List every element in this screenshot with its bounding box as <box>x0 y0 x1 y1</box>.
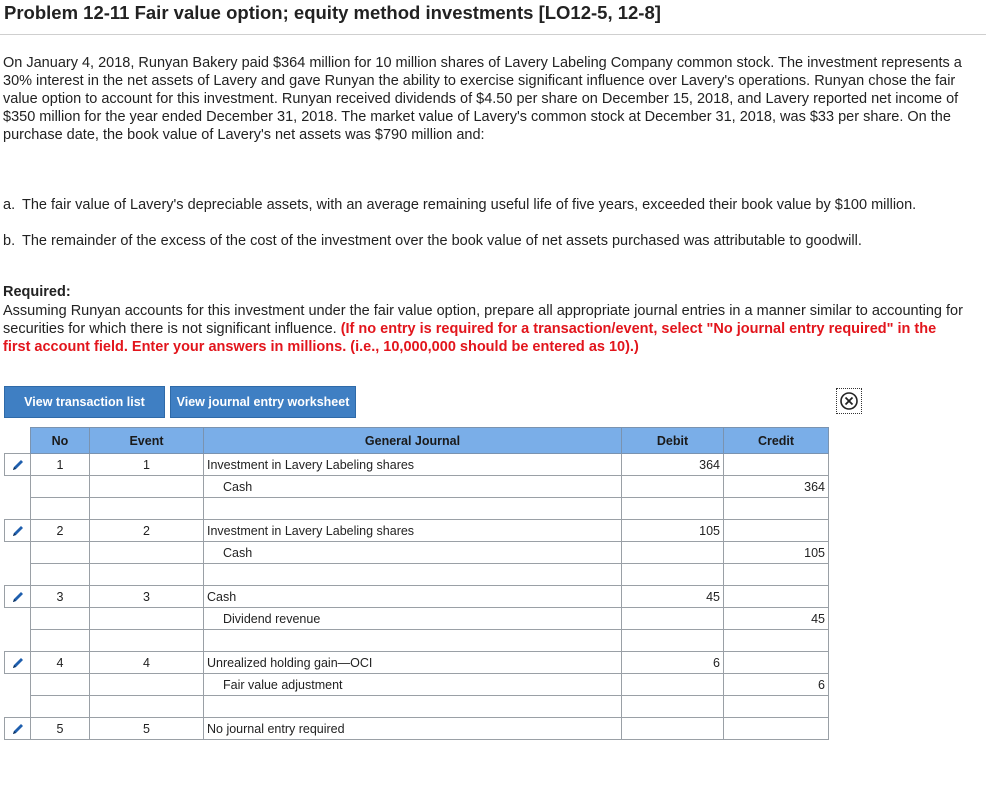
problem-intro <box>3 54 963 144</box>
cell-account[interactable] <box>204 520 622 542</box>
header-credit: Credit <box>724 428 829 454</box>
header-event: Event <box>90 428 204 454</box>
cell-credit[interactable] <box>724 696 829 718</box>
cell-account[interactable] <box>204 674 622 696</box>
cell-no <box>31 542 90 564</box>
title-divider <box>0 34 986 35</box>
cell-credit[interactable]: 364 <box>724 476 829 498</box>
item-text: The remainder of the excess of the cost of the investment over the book value of net assets purchased was attributable to goodwill. <box>22 233 862 249</box>
cell-no: 4 <box>31 652 90 674</box>
table-row <box>5 652 829 674</box>
cell-account[interactable] <box>204 542 622 564</box>
required-heading: Required: <box>3 284 71 300</box>
cell-debit[interactable] <box>622 696 724 718</box>
edit-cell[interactable] <box>5 652 31 674</box>
table-row <box>5 696 829 718</box>
required-text: Assuming Runyan accounts for this investment under the fair value option, prepare all appropriate journal entries in a manner similar to accounting for securities for which there is not significant influence. <box>3 303 963 337</box>
cell-event <box>90 674 204 696</box>
cell-no: 5 <box>31 718 90 740</box>
table-row <box>5 520 829 542</box>
cell-credit[interactable] <box>724 586 829 608</box>
cell-debit[interactable] <box>622 476 724 498</box>
cell-event <box>90 498 204 520</box>
edit-cell[interactable] <box>5 454 31 476</box>
cell-credit[interactable]: 45 <box>724 608 829 630</box>
cell-credit[interactable] <box>724 520 829 542</box>
cell-debit[interactable]: 6 <box>622 652 724 674</box>
cell-debit[interactable] <box>622 542 724 564</box>
edit-cell <box>5 674 31 696</box>
cell-no: 3 <box>31 586 90 608</box>
account-text: Dividend revenue <box>223 611 321 626</box>
item-letter: b. <box>3 233 16 249</box>
item-text: The fair value of Lavery's depreciable assets, with an average remaining useful life of five years, exceeded their book value by $100 million. <box>22 197 917 213</box>
account-text: Cash <box>207 589 237 604</box>
table-row <box>5 718 829 740</box>
cell-no <box>31 476 90 498</box>
cell-event <box>90 696 204 718</box>
view-journal-worksheet-button[interactable]: View journal entry worksheet <box>170 386 356 418</box>
cell-debit[interactable]: 105 <box>622 520 724 542</box>
cell-debit[interactable] <box>622 564 724 586</box>
cell-no <box>31 564 90 586</box>
edit-cell <box>5 630 31 652</box>
cell-credit[interactable] <box>724 652 829 674</box>
cell-account[interactable] <box>204 498 622 520</box>
cell-event <box>90 630 204 652</box>
pencil-icon <box>11 524 25 538</box>
cell-account[interactable] <box>204 454 622 476</box>
cell-event: 1 <box>90 454 204 476</box>
pencil-icon <box>11 458 25 472</box>
cell-credit[interactable] <box>724 630 829 652</box>
header-no: No <box>31 428 90 454</box>
edit-cell <box>5 608 31 630</box>
cell-debit[interactable] <box>622 630 724 652</box>
edit-cell <box>5 498 31 520</box>
cell-no <box>31 498 90 520</box>
table-header <box>5 428 829 454</box>
edit-cell <box>5 564 31 586</box>
table-row <box>5 476 829 498</box>
required-note: (If no entry is required for a transaction/event, select "No journal entry required" in the first account field. Enter your answers in millions. (i.e., 10,000,000 should be entered as 10).) <box>3 321 937 355</box>
table-row <box>5 586 829 608</box>
cell-no: 2 <box>31 520 90 542</box>
edit-cell[interactable] <box>5 520 31 542</box>
pencil-icon <box>11 590 25 604</box>
table-row <box>5 630 829 652</box>
edit-cell <box>5 476 31 498</box>
cell-no <box>31 696 90 718</box>
header-general-journal: General Journal <box>204 428 622 454</box>
cell-event: 4 <box>90 652 204 674</box>
list-item-b <box>3 232 963 250</box>
cell-credit[interactable] <box>724 718 829 740</box>
cell-debit[interactable] <box>622 718 724 740</box>
cell-no: 1 <box>31 454 90 476</box>
edit-cell[interactable] <box>5 718 31 740</box>
cell-credit[interactable] <box>724 498 829 520</box>
journal-table <box>4 427 829 740</box>
cell-account[interactable] <box>204 696 622 718</box>
cell-event: 2 <box>90 520 204 542</box>
cell-event <box>90 476 204 498</box>
item-letter: a. <box>3 197 16 213</box>
cell-debit[interactable] <box>622 608 724 630</box>
account-text: Cash <box>223 479 253 494</box>
header-debit: Debit <box>622 428 724 454</box>
account-text: Investment in Lavery Labeling shares <box>207 523 415 538</box>
table-row <box>5 542 829 564</box>
table-row <box>5 564 829 586</box>
pencil-icon <box>11 656 25 670</box>
cell-no <box>31 674 90 696</box>
cell-credit[interactable] <box>724 564 829 586</box>
table-row <box>5 454 829 476</box>
cell-account[interactable] <box>204 630 622 652</box>
cell-credit[interactable] <box>724 454 829 476</box>
cell-debit[interactable] <box>622 674 724 696</box>
cell-account[interactable] <box>204 586 622 608</box>
cell-debit[interactable]: 45 <box>622 586 724 608</box>
cell-debit[interactable] <box>622 498 724 520</box>
cell-event <box>90 542 204 564</box>
cell-debit[interactable]: 364 <box>622 454 724 476</box>
account-text: Fair value adjustment <box>223 677 343 692</box>
edit-cell <box>5 542 31 564</box>
edit-cell[interactable] <box>5 586 31 608</box>
account-text: Unrealized holding gain—OCI <box>207 655 373 670</box>
cell-no <box>31 608 90 630</box>
edit-cell <box>5 696 31 718</box>
close-circle-icon <box>839 391 859 411</box>
view-transaction-list-button[interactable]: View transaction list <box>4 386 165 418</box>
table-row <box>5 608 829 630</box>
cell-credit[interactable]: 105 <box>724 542 829 564</box>
cell-event: 3 <box>90 586 204 608</box>
table-row <box>5 674 829 696</box>
list-item-a <box>3 196 963 214</box>
problem-title: Problem 12-11 Fair value option; equity method investments [LO12-5, 12-8] <box>4 2 661 23</box>
cell-account[interactable] <box>204 718 622 740</box>
cell-account[interactable] <box>204 608 622 630</box>
required-body <box>3 302 963 356</box>
intro-text: On January 4, 2018, Runyan Bakery paid $364 million for 10 million shares of Lavery Labeling Company common stock. The investment represents a 30% interest in the net assets of Lavery and gave Runyan the ability to exercise significant influence over Lavery's operations. Runyan chose the fair value option to account for this investment. Runyan received dividends of $4.50 per share on December 15, 2018, and Lavery reported net income of $350 million for the year ended December 31, 2018. The market value of Lavery's common stock at December 31, 2018, was $33 per share. On the purchase date, the book value of Lavery's net assets was $790 million and: <box>3 55 962 143</box>
cell-account[interactable] <box>204 564 622 586</box>
cell-account[interactable] <box>204 652 622 674</box>
account-text: Cash <box>223 545 253 560</box>
cell-credit[interactable]: 6 <box>724 674 829 696</box>
close-button[interactable] <box>836 388 862 414</box>
table-row <box>5 498 829 520</box>
cell-event <box>90 564 204 586</box>
account-text: No journal entry required <box>207 721 345 736</box>
cell-account[interactable] <box>204 476 622 498</box>
pencil-icon <box>11 722 25 736</box>
cell-no <box>31 630 90 652</box>
account-text: Investment in Lavery Labeling shares <box>207 457 415 472</box>
cell-event: 5 <box>90 718 204 740</box>
cell-event <box>90 608 204 630</box>
